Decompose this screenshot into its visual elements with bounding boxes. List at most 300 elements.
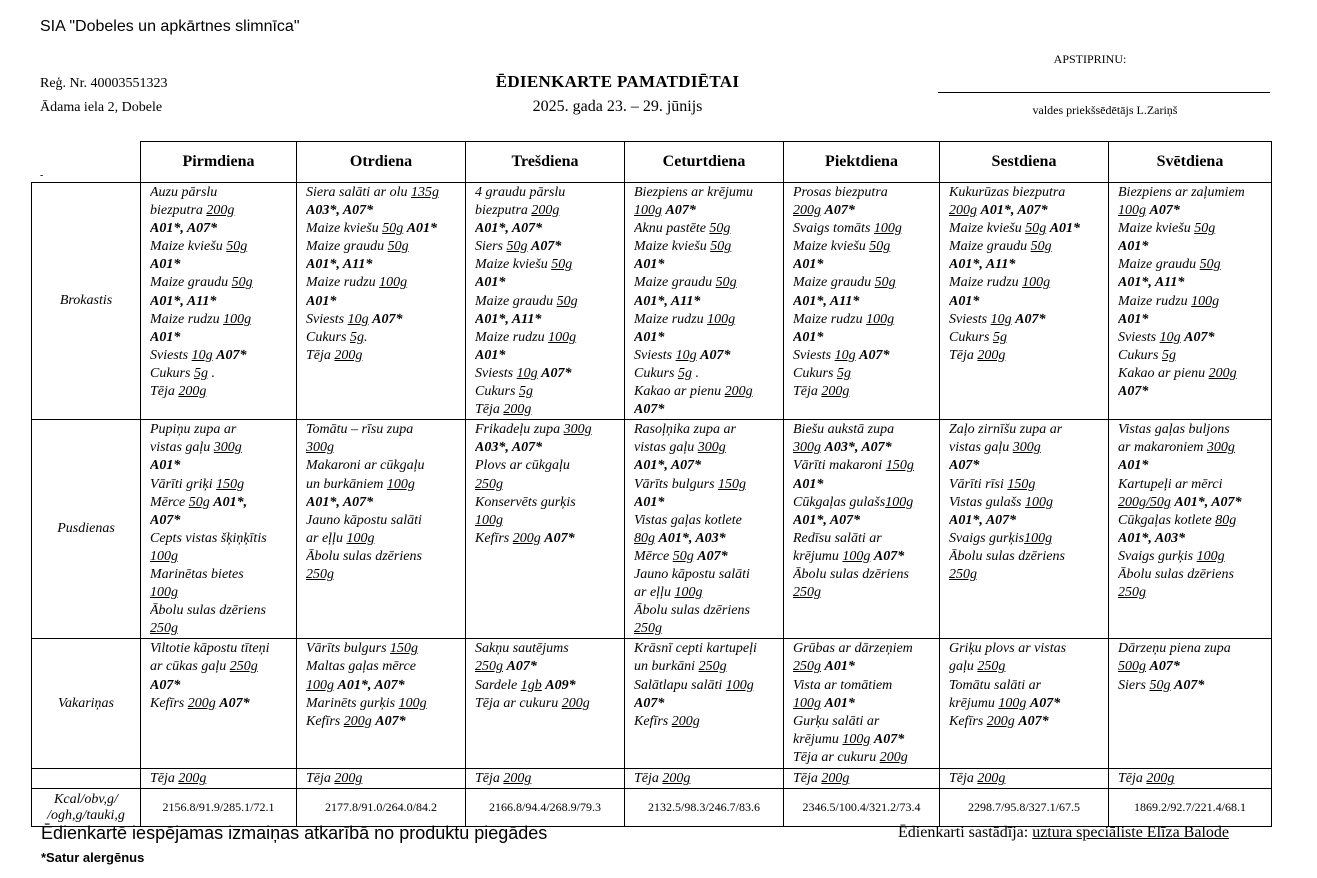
dish-text: Vārīti rīsi [949, 476, 1008, 492]
menu-line [634, 695, 779, 713]
quantity: 10g [516, 365, 538, 381]
quantity: 250g [1118, 585, 1146, 601]
breakfast-row [32, 183, 1272, 420]
menu-line [949, 695, 1104, 713]
menu-line [306, 220, 461, 238]
quantity: 100g [1191, 293, 1220, 309]
menu-cell [625, 769, 784, 789]
allergen-code: A01*, A07* [150, 221, 218, 237]
menu-line [475, 512, 620, 530]
dish-text: Jauno kāpostu salāti [634, 566, 750, 582]
menu-cell [141, 420, 297, 639]
menu-line [150, 530, 292, 548]
menu-line [634, 566, 779, 584]
quantity: 100g [634, 203, 662, 219]
dish-text: Pupiņu zupa ar [150, 422, 237, 438]
allergen-code: A01*, A07* [634, 458, 702, 474]
allergen-code: A07* [1174, 677, 1205, 693]
kcal-value: 2298.7/95.8/327.1/67.5 [940, 789, 1109, 827]
dish-text: Kefīrs [150, 695, 188, 711]
menu-line [793, 421, 935, 439]
allergen-code: A07* [1118, 384, 1149, 400]
menu-line [306, 512, 461, 530]
dish-text: Maize graudu [475, 293, 557, 309]
dish-text: Sviests [306, 311, 348, 327]
dish-text: Sardele [475, 677, 521, 693]
menu-line [793, 476, 935, 494]
dish-text: Mērce [634, 548, 673, 564]
allergen-code: A01*, A11* [634, 293, 701, 309]
kcal-value: 2177.8/91.0/264.0/84.2 [297, 789, 466, 827]
menu-line [949, 202, 1104, 220]
menu-line [306, 311, 461, 329]
approver-name: valdes priekšsēdētājs L.Zariņš [1032, 103, 1178, 117]
quantity: 100g [873, 221, 902, 237]
allergen-code: A01*, A11* [1118, 275, 1185, 291]
allergen-code: A07* [700, 347, 731, 363]
dish-text: Maize rudzu [150, 311, 224, 327]
kcal-row [32, 789, 1272, 827]
menu-line [634, 220, 779, 238]
dish-text: Svaigs gurķis [1118, 548, 1197, 564]
dish-text: Maize rudzu [634, 311, 708, 327]
menu-line [1118, 658, 1267, 676]
menu-line [634, 365, 779, 383]
menu-line [1118, 202, 1267, 220]
quantity: 100g [725, 677, 754, 693]
menu-line [949, 476, 1104, 494]
menu-line [150, 311, 292, 329]
menu-line [1118, 256, 1267, 274]
menu-line [949, 421, 1104, 439]
menu-line [306, 347, 461, 365]
allergen-code: A01*, A11* [793, 293, 860, 309]
menu-line [793, 566, 935, 584]
dish-text: Sviests [1118, 329, 1160, 345]
dish-text: Siers [475, 239, 507, 255]
quantity: 50g [1030, 239, 1052, 255]
allergen-code: A07* [216, 347, 247, 363]
menu-cell [466, 183, 625, 420]
menu-cell [466, 769, 625, 789]
menu-line [634, 512, 779, 530]
quantity: 5g [677, 365, 692, 381]
dish-text: Maize rudzu [949, 275, 1023, 291]
menu-line [150, 584, 292, 602]
dish-text: ar eļļu [634, 585, 675, 601]
quantity: 100g [150, 548, 178, 564]
quantity: 100g [475, 512, 503, 528]
quantity: 100g [842, 731, 871, 747]
menu-line [793, 713, 935, 731]
menu-line [475, 401, 620, 419]
quantity: 50g [874, 275, 896, 291]
menu-line [634, 476, 779, 494]
menu-line [475, 476, 620, 494]
menu-line [793, 677, 935, 695]
allergen-code: A01* [824, 659, 855, 675]
dish-text: Redīsu salāti ar [793, 530, 882, 546]
menu-cell [784, 183, 940, 420]
dish-text: Grūbas ar dārzeņiem [793, 641, 913, 657]
dinner-row [32, 639, 1272, 769]
quantity: 250g [634, 621, 662, 637]
menu-line [949, 512, 1104, 530]
menu-cell [784, 639, 940, 769]
dish-text: Tēja [475, 402, 504, 418]
quantity: 100g [998, 695, 1027, 711]
allergen-code: A07* [1015, 311, 1046, 327]
menu-line [1118, 584, 1267, 602]
allergen-code: A07* [544, 530, 575, 546]
quantity: 250g [150, 621, 178, 637]
menu-line [634, 293, 779, 311]
menu-cell [1109, 639, 1272, 769]
menu-line [634, 311, 779, 329]
quantity: 50g [556, 293, 578, 309]
quantity: 5g [836, 365, 851, 381]
quantity: 200g [178, 771, 207, 787]
quantity: 50g [506, 239, 528, 255]
quantity: 200g [512, 530, 541, 546]
meal-label: Pusdienas [32, 420, 141, 639]
menu-line [949, 347, 1104, 365]
allergen-code: A01*, A07* [793, 512, 861, 528]
quantity: 200g [343, 713, 372, 729]
kcal-value: 2166.8/94.4/268.9/79.3 [466, 789, 625, 827]
dish-text: Biešu aukstā zupa [793, 422, 895, 438]
menu-line [634, 640, 779, 658]
menu-line [475, 184, 620, 202]
menu-cell [141, 183, 297, 420]
dish-text: ar cūkas gaļu [150, 659, 230, 675]
quantity: 300g [213, 440, 242, 456]
composer [898, 824, 1229, 842]
quantity: 5g [992, 329, 1007, 345]
dish-text: Viltotie kāpostu tīteņi [150, 641, 270, 657]
menu-line [1118, 494, 1267, 512]
menu-line [634, 713, 779, 731]
menu-line [634, 770, 779, 788]
menu-line [1118, 640, 1267, 658]
dish-text: Makaroni ar cūkgaļu [306, 458, 425, 474]
menu-cell [625, 639, 784, 769]
allergen-code: A01*, A03* [1118, 530, 1186, 546]
menu-line [306, 439, 461, 457]
dish-text: Ābolu sulas dzēriens [1118, 566, 1234, 582]
dish-text: Siera salāti ar olu [306, 185, 412, 200]
quantity: 50g [551, 257, 573, 273]
quantity: 50g [709, 221, 731, 237]
menu-line [306, 640, 461, 658]
dish-text: Cukurs [793, 365, 837, 381]
quantity: 200g [977, 347, 1006, 363]
allergen-code: A01* [150, 257, 181, 273]
menu-line [949, 640, 1104, 658]
dish-text: Griķu plovs ar vistas [949, 641, 1067, 657]
quantity: 100g [1022, 275, 1051, 291]
kcal-value: 2132.5/98.3/246.7/83.6 [625, 789, 784, 827]
dish-text: un burkāniem [306, 476, 387, 492]
quantity: 100g [398, 695, 427, 711]
dish-text: Tēja [475, 771, 504, 787]
menu-line [306, 695, 461, 713]
dish-text: Maize graudu [634, 275, 716, 291]
allergen-code: A01* [1049, 221, 1081, 237]
quantity: 300g [563, 422, 592, 438]
dish-text: Maize graudu [949, 239, 1031, 255]
menu-line [949, 311, 1104, 329]
menu-line [306, 566, 461, 584]
menu-line [150, 365, 292, 383]
menu-line [475, 329, 620, 347]
menu-line [1118, 293, 1267, 311]
dish-text: Maize rudzu [475, 329, 549, 345]
allergen-code: A01*, A07* [1174, 494, 1242, 510]
quantity: 150g [390, 641, 419, 657]
dish-text: Cukurs [1118, 347, 1162, 363]
kcal-value: 2346.5/100.4/321.2/73.4 [784, 789, 940, 827]
menu-line [634, 329, 779, 347]
dish-text: Maize graudu [1118, 257, 1200, 273]
dish-text: Kefīrs [634, 713, 672, 729]
dish-text: Maize kviešu [634, 239, 711, 255]
menu-line [1118, 311, 1267, 329]
day-header: Sestdiena [940, 142, 1109, 183]
dish-text: Auzu pārslu [150, 185, 218, 200]
menu-line [475, 202, 620, 220]
menu-line [634, 274, 779, 292]
menu-line [793, 640, 935, 658]
quantity: 500g [1118, 659, 1146, 675]
allergen-code: A07* [824, 203, 855, 219]
quantity: 100g [1118, 203, 1146, 219]
menu-line [949, 530, 1104, 548]
dish-text: Maize kviešu [949, 221, 1026, 237]
menu-line [949, 770, 1104, 788]
quantity: 80g [1215, 512, 1237, 528]
allergen-code: A07* [541, 365, 572, 381]
signature-line [938, 92, 1270, 93]
dish-text: Vistas gaļas buljons [1118, 422, 1230, 438]
dish-text: Ābolu sulas dzēriens [306, 548, 422, 564]
menu-line [793, 365, 935, 383]
dish-text: Tēja [150, 384, 179, 400]
dish-text: Kakao ar pienu [1118, 365, 1209, 381]
menu-line [793, 494, 935, 512]
dish-text: Maize rudzu [306, 275, 380, 291]
menu-line [793, 274, 935, 292]
menu-line [634, 677, 779, 695]
lunch-row [32, 420, 1272, 639]
menu-line [949, 220, 1104, 238]
menu-line [793, 238, 935, 256]
quantity: 150g [1007, 476, 1036, 492]
dish-text: Zaļo zirnīšu zupa ar [949, 422, 1063, 438]
quantity: 300g [793, 440, 821, 456]
dish-text: Cukurs [150, 365, 194, 381]
allergen-code: A07* [1149, 659, 1180, 675]
dish-text: Vista ar tomātiem [793, 677, 893, 693]
dish-text: Dārzeņu piena zupa [1118, 641, 1231, 657]
menu-line [475, 494, 620, 512]
dish-text: Sviests [634, 347, 676, 363]
menu-line [634, 238, 779, 256]
dish-text: Cūkgaļas gulašs [793, 494, 886, 510]
allergen-code: A07* [150, 512, 181, 528]
dish-text: Cukurs [475, 384, 519, 400]
menu-line [475, 770, 620, 788]
dish-text: Maize rudzu [793, 311, 867, 327]
menu-line [793, 584, 935, 602]
quantity: 50g [672, 548, 694, 564]
allergen-code: A07* [697, 548, 728, 564]
allergen-code: A07* [150, 677, 181, 693]
menu-line [793, 695, 935, 713]
menu-line [475, 238, 620, 256]
menu-line [1118, 566, 1267, 584]
dish-text: Maize rudzu [1118, 293, 1192, 309]
composer-name: uztura speciāliste Elīza Balode [1032, 824, 1229, 841]
menu-line [306, 457, 461, 475]
allergen-code: A07* [873, 548, 905, 564]
quantity: 300g [1206, 440, 1235, 456]
menu-line [306, 713, 461, 731]
quantity: 5g [349, 329, 364, 345]
kcal-value: 2156.8/91.9/285.1/72.1 [141, 789, 297, 827]
menu-line [306, 476, 461, 494]
dish-text: Sviests [793, 347, 835, 363]
allergen-code: A01* [150, 458, 181, 474]
menu-line [150, 677, 292, 695]
allergen-code: A07* [1149, 203, 1180, 219]
menu-line [475, 530, 620, 548]
menu-line [634, 620, 779, 638]
dish-text: vistas gaļu [634, 440, 698, 456]
allergen-code: A03*, A07* [475, 440, 543, 456]
allergen-code: A07* [375, 713, 406, 729]
dish-text: Vistas gulašs [949, 494, 1025, 510]
quantity: 50g [382, 221, 404, 237]
dish-text: Kartupeļi ar mērci [1118, 476, 1223, 492]
menu-line [634, 457, 779, 475]
allergen-code: A01* [306, 293, 337, 309]
dish-text: Rasoļņika zupa ar [634, 422, 736, 438]
menu-line [306, 184, 461, 202]
allergen-code: A01*, A11* [949, 257, 1016, 273]
menu-line [949, 184, 1104, 202]
day-header: Piektdiena [784, 142, 940, 183]
dish-text: Svaigs gurķis [949, 530, 1025, 546]
dish-text: Jauno kāpostu salāti [306, 512, 422, 528]
menu-line [634, 602, 779, 620]
dish-text: Kefīrs [306, 713, 344, 729]
menu-line [475, 293, 620, 311]
menu-line [793, 749, 935, 767]
menu-cell [297, 420, 466, 639]
allergen-code: A07* [531, 239, 562, 255]
quantity: 50g [869, 239, 891, 255]
dish-text: vistas gaļu [150, 440, 214, 456]
allergen-code: A01* [1118, 239, 1149, 255]
corner-cell [32, 142, 141, 183]
quantity: 5g [518, 384, 533, 400]
menu-line [793, 512, 935, 530]
kcal-value: 1869.2/92.7/221.4/68.1 [1109, 789, 1272, 827]
menu-line [1118, 274, 1267, 292]
dish-text: Biezpiens ar zaļumiem [1118, 185, 1245, 200]
menu-line [634, 202, 779, 220]
quantity: 100g [1024, 494, 1053, 510]
menu-line [1118, 383, 1267, 401]
quantity: 100g [548, 329, 577, 345]
quantity: 200g [334, 347, 363, 363]
menu-line [475, 274, 620, 292]
allergen-code: A01* [793, 257, 824, 273]
menu-line [949, 329, 1104, 347]
allergen-code: A07* [873, 731, 905, 747]
menu-line [150, 329, 292, 347]
menu-cell [141, 769, 297, 789]
menu-line [634, 548, 779, 566]
menu-line [150, 512, 292, 530]
dish-text: Tēja [306, 771, 335, 787]
menu-line [1118, 329, 1267, 347]
allergen-code: A09* [545, 677, 576, 693]
quantity: 250g [306, 566, 334, 582]
quantity: 5g [1161, 347, 1176, 363]
menu-line [634, 347, 779, 365]
quantity: 250g [475, 476, 503, 492]
registration-number: Reģ. Nr. 40003551323 [40, 76, 168, 91]
dish-text: Cūkgaļas kotlete [1118, 512, 1216, 528]
day-header-row [32, 142, 1272, 183]
menu-line [1118, 457, 1267, 475]
dish-text: Sviests [949, 311, 991, 327]
allergen-code: A01* [634, 494, 665, 510]
dish-text: Tēja [150, 771, 179, 787]
menu-line [306, 329, 461, 347]
menu-line [793, 220, 935, 238]
quantity: 10g [1159, 329, 1181, 345]
dish-text: Maize kviešu [306, 221, 383, 237]
menu-line [306, 548, 461, 566]
quantity: 80g [634, 530, 655, 546]
quantity: 200g [986, 713, 1015, 729]
menu-line [150, 620, 292, 638]
dish-text: Tēja [306, 347, 335, 363]
menu-line [475, 695, 620, 713]
menu-line [306, 421, 461, 439]
quantity: 200g [793, 203, 821, 219]
composer-prefix: Ēdienkarti sastādīja: [898, 824, 1033, 841]
menu-line [634, 401, 779, 419]
quantity: 200g [977, 771, 1006, 787]
quantity: 100g [793, 695, 821, 711]
allergen-code: A01* [1118, 311, 1149, 327]
allergen-code: A01* [824, 695, 855, 711]
tea-row [32, 769, 1272, 789]
allergen-code: A01* [406, 221, 438, 237]
dish-text: Maize kviešu [150, 239, 227, 255]
quantity: 250g [793, 659, 821, 675]
quantity: 50g [226, 239, 248, 255]
quantity: 300g [697, 440, 726, 456]
menu-line [793, 770, 935, 788]
menu-cell [297, 639, 466, 769]
quantity: 200g [503, 402, 532, 418]
dish-text: 4 graudu pārslu [475, 185, 566, 200]
